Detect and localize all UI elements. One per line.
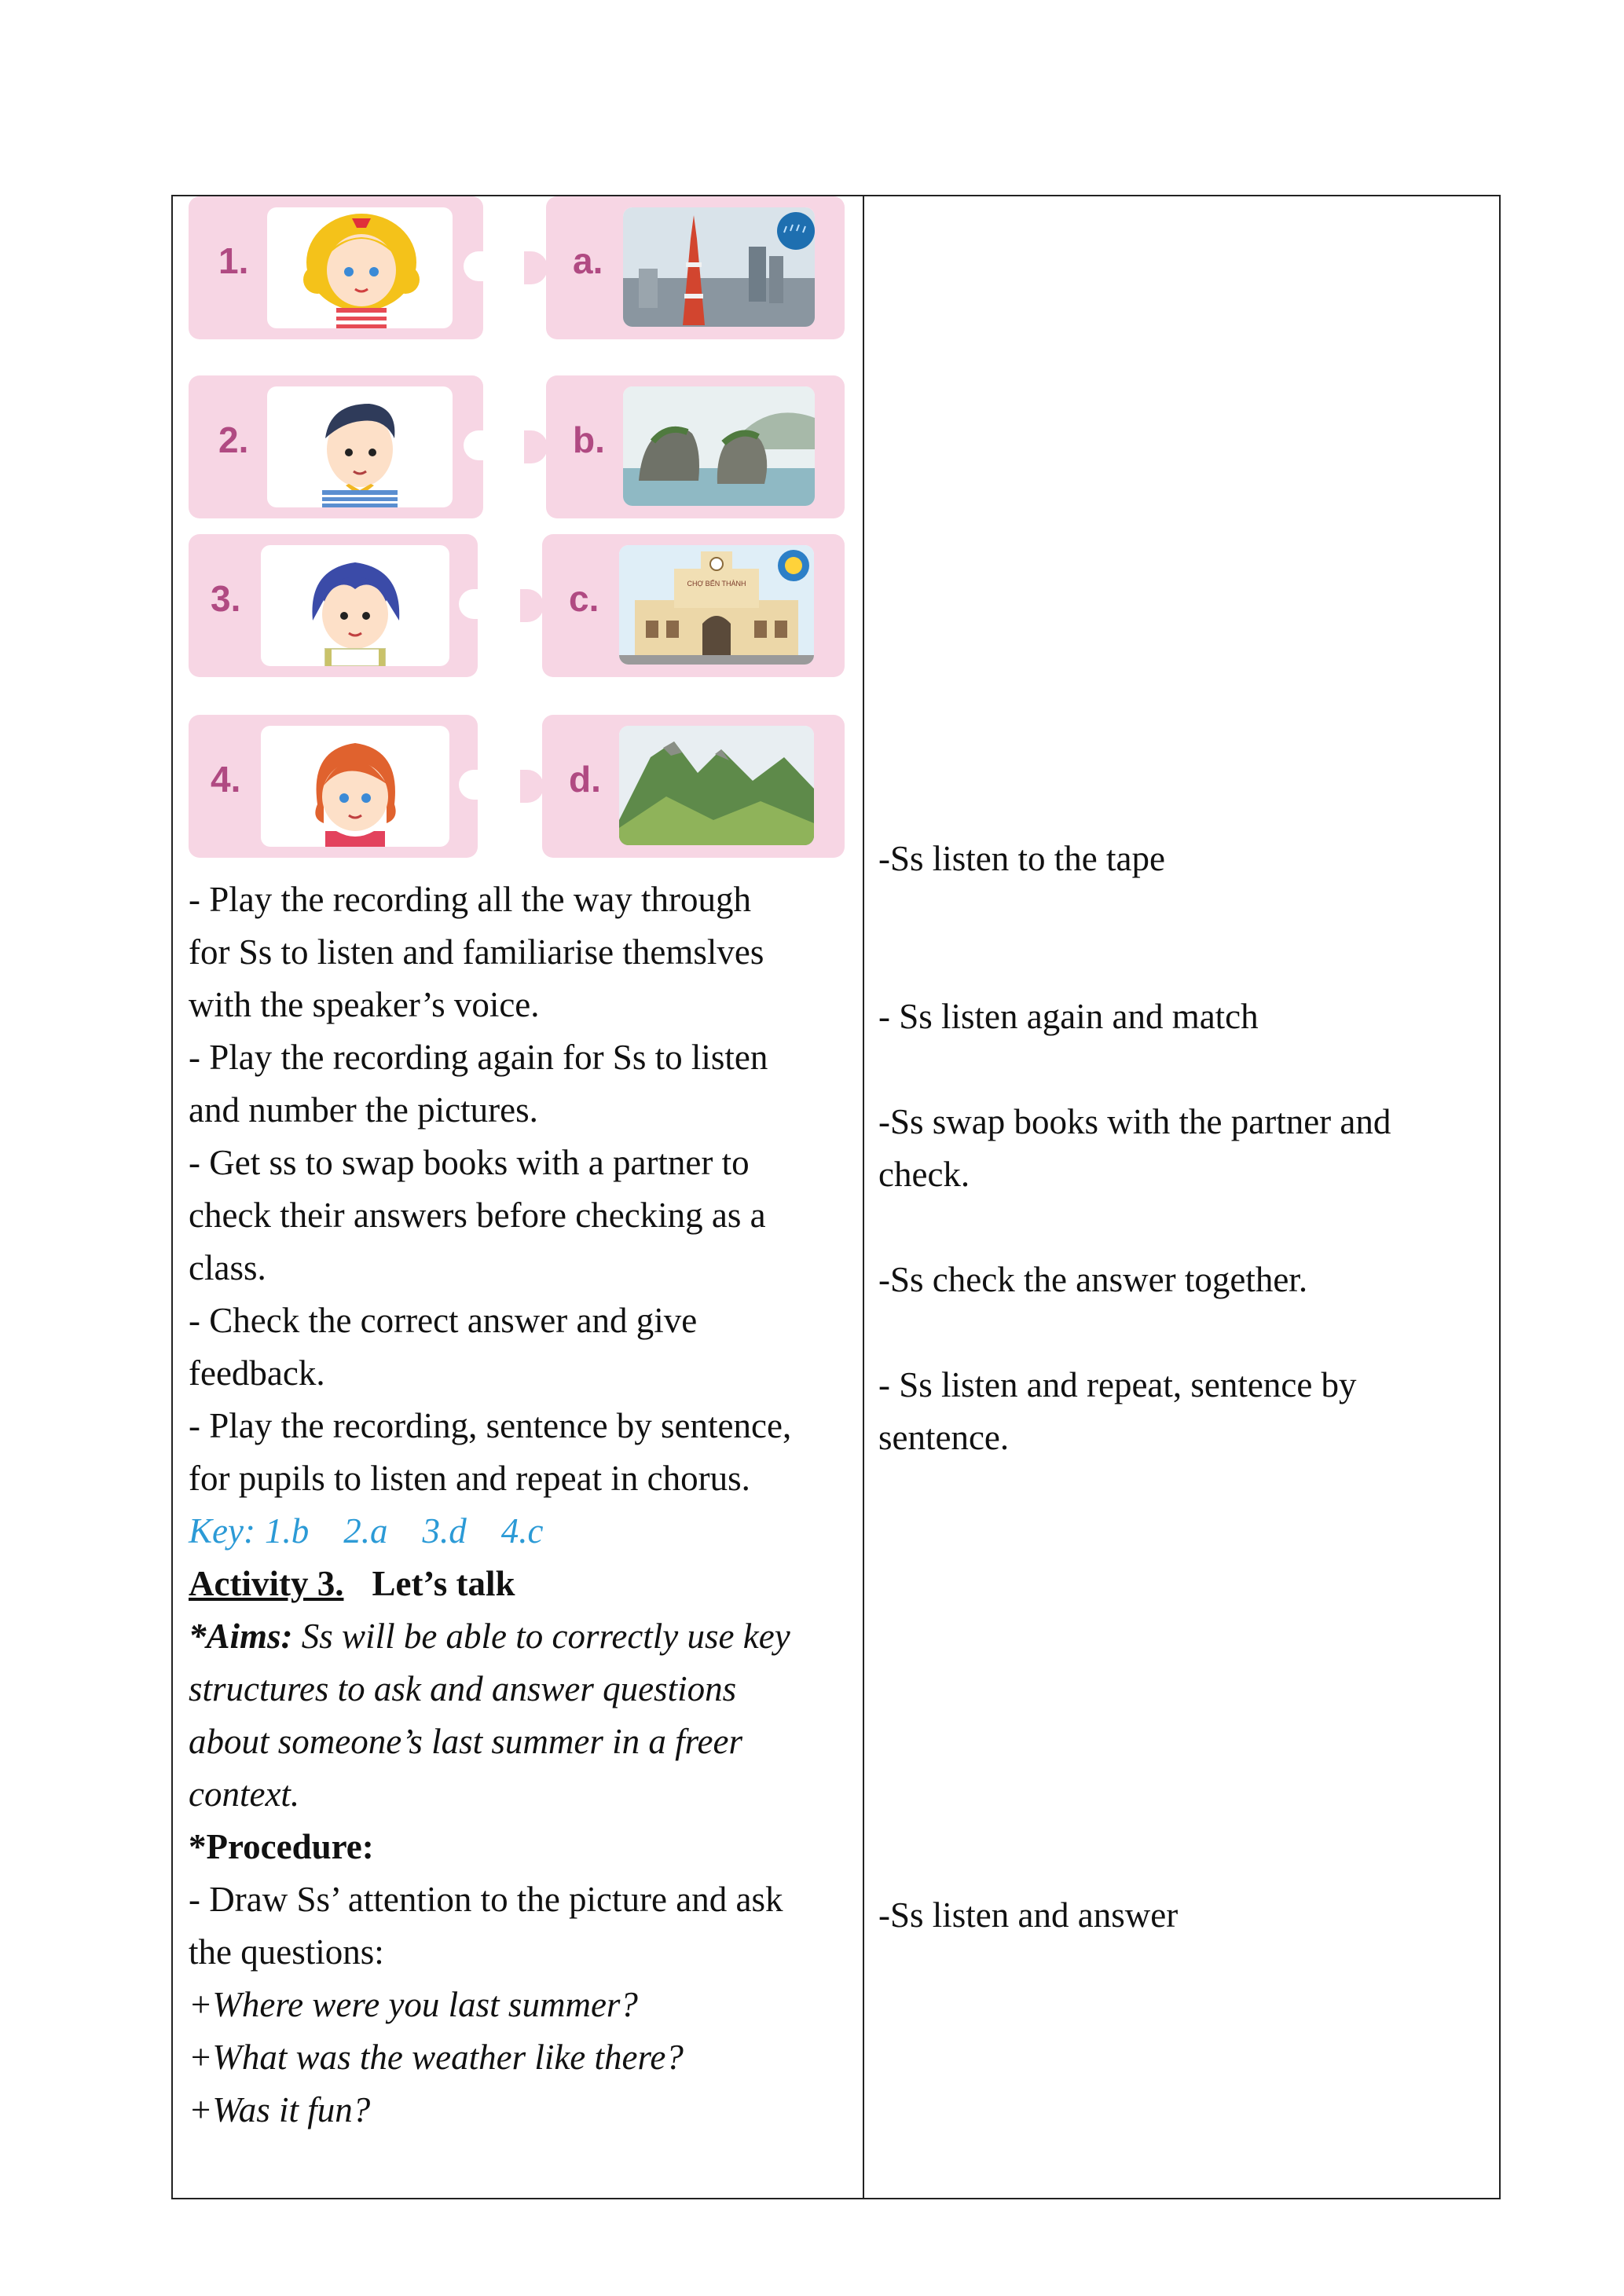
activity-heading xyxy=(189,1558,856,1610)
puzzle-tab xyxy=(520,770,544,803)
text-line: - Get ss to swap books with a partner to xyxy=(189,1143,750,1182)
activity-title: Let’s talk xyxy=(372,1564,515,1603)
person-picture xyxy=(261,545,449,666)
left-procedure-text xyxy=(189,873,856,2137)
aims-line: about someone’s last summer in a freer xyxy=(189,1722,742,1761)
right-note xyxy=(878,1254,1491,1306)
activity-number: Activity 3. xyxy=(189,1564,344,1603)
text-line: - Play the recording, sentence by sentence, xyxy=(189,1406,792,1445)
puzzle-notch xyxy=(464,430,484,460)
place-picture xyxy=(619,726,814,845)
text-line: the questions: xyxy=(189,1932,384,1972)
person-picture xyxy=(267,386,453,507)
tile-place-d xyxy=(542,715,845,858)
answer-key xyxy=(189,1505,856,1558)
place-picture xyxy=(623,386,815,506)
person-number: 2. xyxy=(218,419,249,460)
text-line: - Play the recording all the way through xyxy=(189,880,752,919)
right-line: -Ss swap books with the partner and xyxy=(878,1102,1391,1141)
text-line: with the speaker’s voice. xyxy=(189,985,540,1024)
puzzle-tab xyxy=(524,251,548,284)
place-letter: b. xyxy=(573,419,605,460)
girl-blue-hair-icon xyxy=(261,545,449,666)
puzzle-notch xyxy=(464,251,484,281)
person-number: 3. xyxy=(211,578,241,619)
right-line: -Ss listen to the tape xyxy=(878,839,1165,878)
text-line: - Play the recording again for Ss to listen xyxy=(189,1038,768,1077)
text-line: for Ss to listen and familiarise themslves xyxy=(189,932,764,972)
column-divider xyxy=(863,196,864,2198)
tile-place-b xyxy=(546,375,845,518)
text-line: and number the pictures. xyxy=(189,1090,538,1130)
text-line: - Check the correct answer and give xyxy=(189,1301,698,1340)
puzzle-tab xyxy=(520,589,544,622)
place-letter: d. xyxy=(569,759,601,800)
right-note xyxy=(878,991,1491,1043)
girl-yellow-hair-icon xyxy=(267,207,453,328)
tile-person-3 xyxy=(189,534,478,677)
question-line: +Where were you last summer? xyxy=(189,1985,638,2024)
text-line: feedback. xyxy=(189,1353,325,1393)
puzzle-tab xyxy=(524,430,548,463)
place-letter: a. xyxy=(573,240,603,281)
matching-figure xyxy=(189,196,849,864)
person-picture xyxy=(267,207,453,328)
tile-person-4 xyxy=(189,715,478,858)
right-line: sentence. xyxy=(878,1418,1010,1457)
right-note xyxy=(878,1359,1491,1464)
person-number: 1. xyxy=(218,240,249,281)
boy-blue-shirt-icon xyxy=(267,386,453,507)
tile-place-a xyxy=(546,196,845,339)
person-picture xyxy=(261,726,449,847)
tile-person-2 xyxy=(189,375,483,518)
aims-label: *Aims: xyxy=(189,1617,293,1656)
question-line: +What was the weather like there? xyxy=(189,2038,684,2077)
right-line: -Ss check the answer together. xyxy=(878,1260,1308,1299)
key-item: 3.d xyxy=(422,1511,467,1551)
right-note xyxy=(878,1096,1491,1201)
text-line: class. xyxy=(189,1248,266,1287)
aims-line xyxy=(189,1610,856,1663)
puzzle-notch xyxy=(459,589,479,619)
place-picture xyxy=(619,545,814,665)
text-line: check their answers before checking as a xyxy=(189,1196,766,1235)
right-note xyxy=(878,833,1491,885)
key-item: 2.a xyxy=(343,1511,388,1551)
city-tower-icon xyxy=(623,207,815,327)
key-item: 4.c xyxy=(500,1511,544,1551)
text-line: - Draw Ss’ attention to the picture and ask xyxy=(189,1880,783,1919)
place-letter: c. xyxy=(569,578,599,619)
lesson-table xyxy=(171,195,1501,2199)
text-line: for pupils to listen and repeat in chorus. xyxy=(189,1459,750,1498)
tile-person-1 xyxy=(189,196,483,339)
right-note xyxy=(878,1889,1491,1942)
key-item: 1.b xyxy=(264,1511,310,1551)
girl-red-hair-icon xyxy=(261,726,449,847)
right-line: check. xyxy=(878,1155,970,1194)
right-line: - Ss listen again and match xyxy=(878,997,1259,1036)
person-number: 4. xyxy=(211,759,241,800)
aims-line: structures to ask and answer questions xyxy=(189,1669,737,1708)
sea-rocks-icon xyxy=(623,386,815,506)
procedure-label: *Procedure: xyxy=(189,1827,374,1866)
market-sign: CHỢ BẾN THÀNH xyxy=(687,580,746,588)
right-line: - Ss listen and repeat, sentence by xyxy=(878,1365,1357,1404)
key-label: Key: xyxy=(189,1511,255,1551)
puzzle-notch xyxy=(459,770,479,800)
market-building-icon xyxy=(619,545,814,665)
place-picture xyxy=(623,207,815,327)
aims-text: Ss will be able to correctly use key xyxy=(292,1617,790,1656)
right-line: -Ss listen and answer xyxy=(878,1895,1179,1935)
green-mountains-icon xyxy=(619,726,814,845)
tile-place-c xyxy=(542,534,845,677)
aims-line: context. xyxy=(189,1774,300,1814)
question-line: +Was it fun? xyxy=(189,2090,371,2129)
